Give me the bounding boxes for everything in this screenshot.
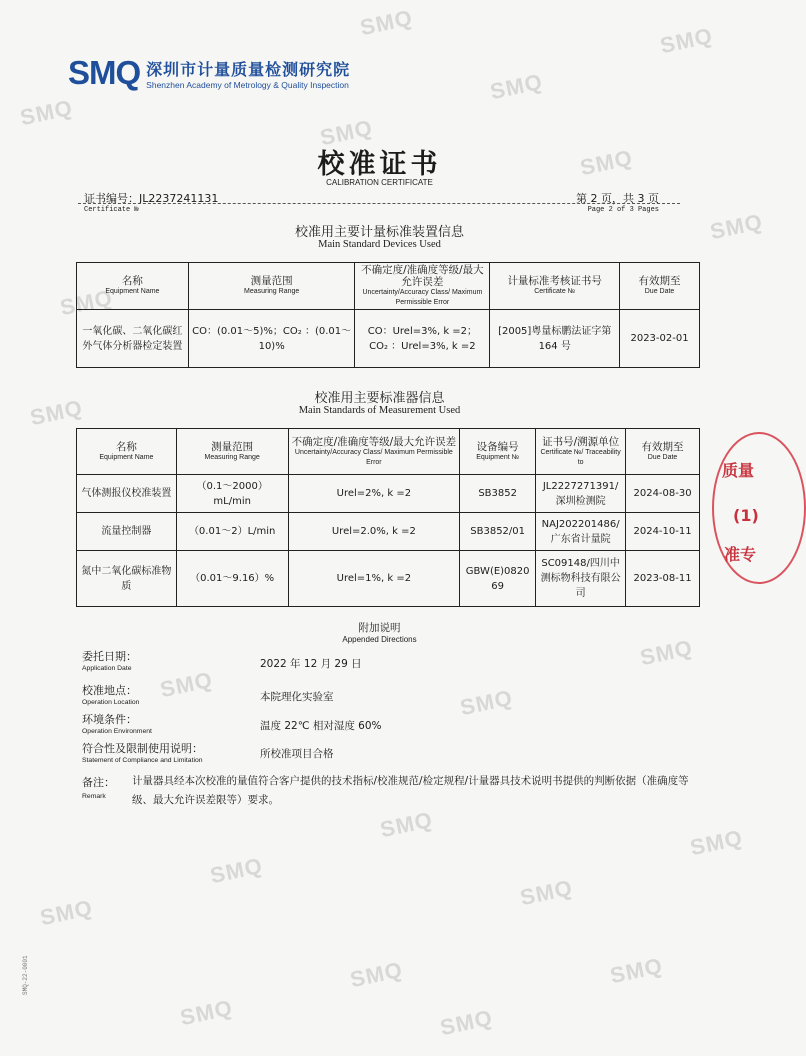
col-header: 有效期至 Due Date xyxy=(626,429,700,475)
devices-table xyxy=(76,262,700,368)
field-label-en: Operation Environment xyxy=(82,728,152,735)
cell: JL2227271391/深圳检测院 xyxy=(536,475,626,513)
remark-text: 计量器具经本次校准的量值符合客户提供的技术指标/校准规范/检定规程/计量器具技术说明书提供的判断依据（准确度等级、最大允许误差限等）要求。 xyxy=(132,775,689,806)
col-header: 测量范围 Measuring Range xyxy=(176,429,288,475)
watermark: SMQ xyxy=(517,874,576,911)
certificate-number-en: Certificate № xyxy=(84,206,139,214)
page-info: 第 2 页，共 3 页 xyxy=(576,192,659,205)
standards-section-title-en: Main Standards of Measurement Used xyxy=(298,405,461,416)
cell: SC09148/四川中测标物科技有限公司 xyxy=(536,551,626,607)
certificate-number: 证书编号：JL2237241131 xyxy=(84,192,219,205)
cell: CO：Urel=3%, k =2；CO₂ ：Urel=3%, k =2 xyxy=(355,310,490,368)
standards-section-title: 校准用主要标准器信息 xyxy=(314,391,445,406)
table-row xyxy=(77,310,700,368)
watermark: SMQ xyxy=(657,22,716,59)
watermark: SMQ xyxy=(27,394,86,431)
field-value: 温度 22℃ 相对湿度 60% xyxy=(260,720,382,732)
field-label: 符合性及限制使用说明： xyxy=(82,742,203,755)
table-row xyxy=(77,513,700,551)
standards-table xyxy=(76,428,700,607)
col-header: 不确定度/准确度等级/最大允许误差 Uncertainty/Accuracy Class/ Maximum Permissible Error xyxy=(355,263,490,310)
watermark: SMQ xyxy=(607,952,666,989)
col-header: 测量范围 Measuring Range xyxy=(188,263,355,310)
cell: 一氧化碳、二氧化碳红外气体分析器检定装置 xyxy=(77,310,189,368)
logo-mark: SMQ xyxy=(68,54,141,91)
watermark: SMQ xyxy=(317,114,376,151)
appendix-title: 附加说明 xyxy=(358,622,401,634)
field-label-en: Statement of Compliance and Limitation xyxy=(82,757,203,764)
watermark: SMQ xyxy=(157,666,216,703)
field-value: 2022 年 12 月 29 日 xyxy=(260,658,362,670)
cell: 2024-08-30 xyxy=(626,475,700,513)
divider xyxy=(78,203,680,204)
cell: 2023-08-11 xyxy=(626,551,700,607)
page-info-en: Page 2 of 3 Pages xyxy=(587,206,659,214)
cell: （0.1～2000）mL/min xyxy=(176,475,288,513)
col-header: 不确定度/准确度等级/最大允许误差 Uncertainty/Accuracy Class/ Maximum Permissible Error xyxy=(288,429,460,475)
field-value: 本院理化实验室 xyxy=(260,691,334,703)
watermark: SMQ xyxy=(357,4,416,41)
org-logo xyxy=(68,54,350,92)
col-header: 有效期至 Due Date xyxy=(620,263,700,310)
table-row xyxy=(77,475,700,513)
watermark: SMQ xyxy=(17,94,76,131)
col-header: 名称 Equipment Name xyxy=(77,429,177,475)
cell: SB3852/01 xyxy=(460,513,536,551)
seal-text: 质量 xyxy=(722,461,755,480)
watermark: SMQ xyxy=(687,824,746,861)
watermark: SMQ xyxy=(177,994,236,1031)
seal-text: 准专 xyxy=(724,545,757,564)
table-row xyxy=(77,551,700,607)
watermark: SMQ xyxy=(707,208,766,245)
field-label-en: Operation Location xyxy=(82,699,140,706)
watermark: SMQ xyxy=(207,852,266,889)
cell: 氮中二氧化碳标准物质 xyxy=(77,551,177,607)
cell: （0.01～9.16）% xyxy=(176,551,288,607)
col-header: 计量标准考核证书号 Certificate № xyxy=(490,263,620,310)
watermark: SMQ xyxy=(57,284,116,321)
side-serial: SMQ-22-0001 xyxy=(22,955,29,995)
field-label: 校准地点： xyxy=(82,684,137,697)
cell: 气体测报仪校准装置 xyxy=(77,475,177,513)
cell: GBW(E)082069 xyxy=(460,551,536,607)
remark-label: 备注： xyxy=(82,776,115,789)
table-header-row xyxy=(77,263,700,310)
field-value: 所校准项目合格 xyxy=(260,748,334,760)
cell: Urel=2.0%, k =2 xyxy=(288,513,460,551)
col-header: 设备编号 Equipment № xyxy=(460,429,536,475)
watermark: SMQ xyxy=(487,68,546,105)
field-label: 环境条件： xyxy=(82,713,137,726)
page-title: 校准证书 xyxy=(317,149,442,180)
remark-label-en: Remark xyxy=(82,793,106,800)
cell: SB3852 xyxy=(460,475,536,513)
table-header-row xyxy=(77,429,700,475)
cell: Urel=2%, k =2 xyxy=(288,475,460,513)
appendix-title-en: Appended Directions xyxy=(342,635,417,644)
cell: 2023-02-01 xyxy=(620,310,700,368)
watermark: SMQ xyxy=(347,956,406,993)
watermark: SMQ xyxy=(437,1004,496,1041)
seal-text: (1) xyxy=(733,506,759,525)
watermark: SMQ xyxy=(37,894,96,931)
org-name-en: Shenzhen Academy of Metrology & Quality Inspection xyxy=(146,79,349,90)
watermark: SMQ xyxy=(637,634,696,671)
col-header: 证书号/溯源单位 Certificate №/ Traceability to xyxy=(536,429,626,475)
org-name-cn: 深圳市计量质量检测研究院 xyxy=(146,59,351,79)
cell: [2005]粤量标鹏法证字第 164 号 xyxy=(490,310,620,368)
cell: 流量控制器 xyxy=(77,513,177,551)
devices-section-title: 校准用主要计量标准装置信息 xyxy=(294,225,464,240)
cell: CO：(0.01～5)%；CO₂ ：(0.01～10)% xyxy=(188,310,355,368)
field-label: 委托日期： xyxy=(82,650,137,663)
cell: Urel=1%, k =2 xyxy=(288,551,460,607)
page-title-en: CALIBRATION CERTIFICATE xyxy=(326,178,433,187)
cell: 2024-10-11 xyxy=(626,513,700,551)
cell: （0.01～2）L/min xyxy=(176,513,288,551)
col-header: 名称 Equipment Name xyxy=(77,263,189,310)
watermark: SMQ xyxy=(457,684,516,721)
field-label-en: Application Date xyxy=(82,665,132,672)
devices-section-title-en: Main Standard Devices Used xyxy=(318,239,441,250)
watermark: SMQ xyxy=(577,144,636,181)
cell: NAJ202201486/广东省计量院 xyxy=(536,513,626,551)
watermark: SMQ xyxy=(377,806,436,843)
